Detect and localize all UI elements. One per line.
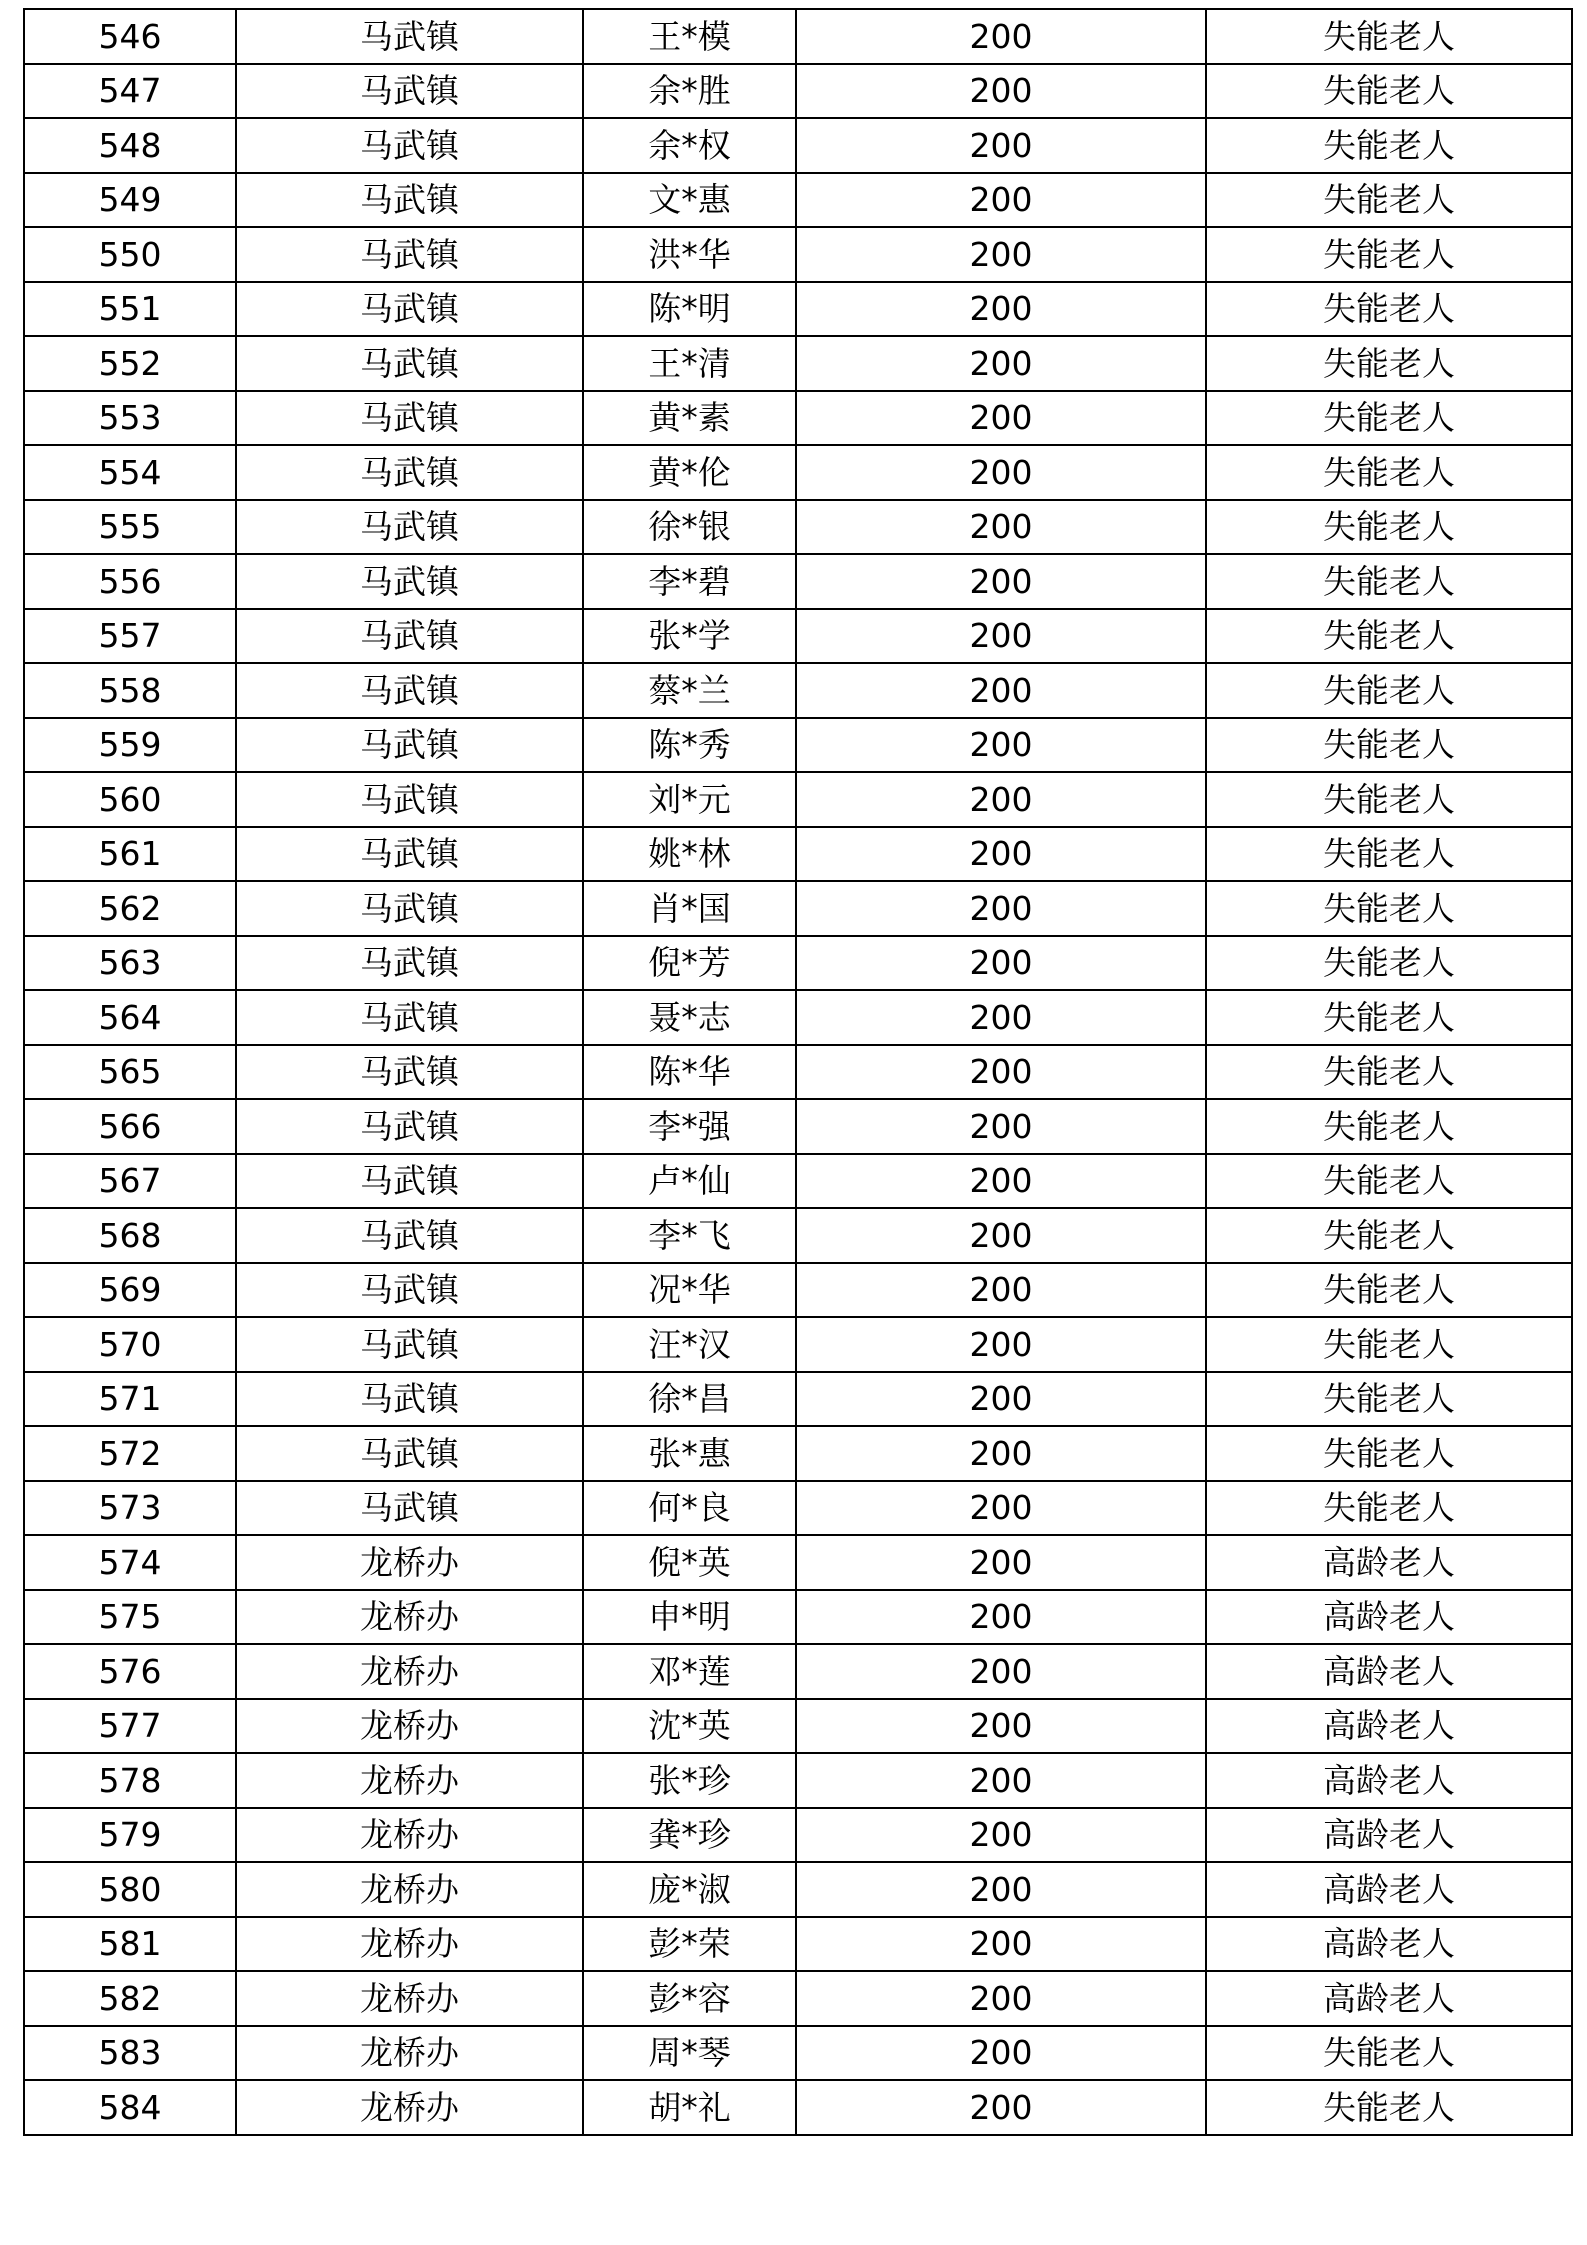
town-cell: 马武镇 xyxy=(236,1481,583,1536)
table-row xyxy=(24,2026,1572,2081)
category-cell: 高龄老人 xyxy=(1206,1808,1572,1863)
table-row xyxy=(24,663,1572,718)
category-cell: 失能老人 xyxy=(1206,445,1572,500)
table-row xyxy=(24,1317,1572,1372)
town-cell: 马武镇 xyxy=(236,1045,583,1100)
person-name-cell: 沈*英 xyxy=(583,1699,796,1754)
person-name-cell: 何*良 xyxy=(583,1481,796,1536)
amount-cell: 200 xyxy=(796,2026,1206,2081)
table-row xyxy=(24,391,1572,446)
amount-cell: 200 xyxy=(796,1263,1206,1318)
row-number-cell: 582 xyxy=(24,1971,236,2026)
category-cell: 失能老人 xyxy=(1206,1317,1572,1372)
amount-cell: 200 xyxy=(796,1753,1206,1808)
amount-cell: 200 xyxy=(796,1862,1206,1917)
table-body xyxy=(24,9,1572,2135)
person-name-cell: 彭*容 xyxy=(583,1971,796,2026)
person-name-cell: 申*明 xyxy=(583,1590,796,1645)
row-number-cell: 571 xyxy=(24,1372,236,1427)
table-row xyxy=(24,336,1572,391)
row-number-cell: 562 xyxy=(24,881,236,936)
category-cell: 失能老人 xyxy=(1206,1372,1572,1427)
category-cell: 高龄老人 xyxy=(1206,1535,1572,1590)
row-number-cell: 579 xyxy=(24,1808,236,1863)
person-name-cell: 李*飞 xyxy=(583,1208,796,1263)
row-number-cell: 578 xyxy=(24,1753,236,1808)
row-number-cell: 566 xyxy=(24,1099,236,1154)
town-cell: 马武镇 xyxy=(236,227,583,282)
person-name-cell: 卢*仙 xyxy=(583,1154,796,1209)
row-number-cell: 558 xyxy=(24,663,236,718)
row-number-cell: 550 xyxy=(24,227,236,282)
town-cell: 马武镇 xyxy=(236,827,583,882)
table-row xyxy=(24,1644,1572,1699)
town-cell: 马武镇 xyxy=(236,1372,583,1427)
subsidy-list-table xyxy=(23,8,1573,2136)
amount-cell: 200 xyxy=(796,9,1206,64)
row-number-cell: 572 xyxy=(24,1426,236,1481)
row-number-cell: 569 xyxy=(24,1263,236,1318)
table-row xyxy=(24,9,1572,64)
town-cell: 马武镇 xyxy=(236,1154,583,1209)
category-cell: 失能老人 xyxy=(1206,173,1572,228)
table-row xyxy=(24,1971,1572,2026)
amount-cell: 200 xyxy=(796,1426,1206,1481)
town-cell: 马武镇 xyxy=(236,391,583,446)
row-number-cell: 556 xyxy=(24,554,236,609)
row-number-cell: 553 xyxy=(24,391,236,446)
amount-cell: 200 xyxy=(796,445,1206,500)
amount-cell: 200 xyxy=(796,554,1206,609)
row-number-cell: 580 xyxy=(24,1862,236,1917)
table-row xyxy=(24,173,1572,228)
town-cell: 马武镇 xyxy=(236,1208,583,1263)
amount-cell: 200 xyxy=(796,1481,1206,1536)
category-cell: 失能老人 xyxy=(1206,990,1572,1045)
table-row xyxy=(24,2080,1572,2135)
amount-cell: 200 xyxy=(796,1971,1206,2026)
person-name-cell: 张*珍 xyxy=(583,1753,796,1808)
row-number-cell: 563 xyxy=(24,936,236,991)
town-cell: 马武镇 xyxy=(236,554,583,609)
person-name-cell: 李*碧 xyxy=(583,554,796,609)
town-cell: 龙桥办 xyxy=(236,1917,583,1972)
table-row xyxy=(24,1426,1572,1481)
person-name-cell: 周*琴 xyxy=(583,2026,796,2081)
row-number-cell: 583 xyxy=(24,2026,236,2081)
row-number-cell: 557 xyxy=(24,609,236,664)
town-cell: 龙桥办 xyxy=(236,2080,583,2135)
row-number-cell: 568 xyxy=(24,1208,236,1263)
amount-cell: 200 xyxy=(796,936,1206,991)
person-name-cell: 肖*国 xyxy=(583,881,796,936)
table-row xyxy=(24,718,1572,773)
town-cell: 马武镇 xyxy=(236,1317,583,1372)
row-number-cell: 573 xyxy=(24,1481,236,1536)
town-cell: 马武镇 xyxy=(236,990,583,1045)
category-cell: 失能老人 xyxy=(1206,554,1572,609)
row-number-cell: 570 xyxy=(24,1317,236,1372)
table-row xyxy=(24,554,1572,609)
person-name-cell: 聂*志 xyxy=(583,990,796,1045)
town-cell: 马武镇 xyxy=(236,609,583,664)
person-name-cell: 倪*芳 xyxy=(583,936,796,991)
row-number-cell: 565 xyxy=(24,1045,236,1100)
table-row xyxy=(24,609,1572,664)
person-name-cell: 陈*秀 xyxy=(583,718,796,773)
amount-cell: 200 xyxy=(796,2080,1206,2135)
table-row xyxy=(24,118,1572,173)
person-name-cell: 蔡*兰 xyxy=(583,663,796,718)
amount-cell: 200 xyxy=(796,173,1206,228)
table-row xyxy=(24,936,1572,991)
table-row xyxy=(24,1372,1572,1427)
town-cell: 马武镇 xyxy=(236,445,583,500)
town-cell: 龙桥办 xyxy=(236,1590,583,1645)
amount-cell: 200 xyxy=(796,1099,1206,1154)
table-row xyxy=(24,64,1572,119)
amount-cell: 200 xyxy=(796,1317,1206,1372)
person-name-cell: 李*强 xyxy=(583,1099,796,1154)
category-cell: 失能老人 xyxy=(1206,936,1572,991)
category-cell: 失能老人 xyxy=(1206,336,1572,391)
row-number-cell: 551 xyxy=(24,282,236,337)
amount-cell: 200 xyxy=(796,118,1206,173)
town-cell: 马武镇 xyxy=(236,64,583,119)
town-cell: 马武镇 xyxy=(236,663,583,718)
amount-cell: 200 xyxy=(796,1699,1206,1754)
town-cell: 马武镇 xyxy=(236,173,583,228)
amount-cell: 200 xyxy=(796,1808,1206,1863)
category-cell: 失能老人 xyxy=(1206,827,1572,882)
category-cell: 失能老人 xyxy=(1206,1481,1572,1536)
category-cell: 失能老人 xyxy=(1206,282,1572,337)
row-number-cell: 576 xyxy=(24,1644,236,1699)
amount-cell: 200 xyxy=(796,1535,1206,1590)
town-cell: 龙桥办 xyxy=(236,2026,583,2081)
table-row xyxy=(24,1535,1572,1590)
person-name-cell: 黄*伦 xyxy=(583,445,796,500)
town-cell: 马武镇 xyxy=(236,282,583,337)
amount-cell: 200 xyxy=(796,990,1206,1045)
town-cell: 马武镇 xyxy=(236,1263,583,1318)
row-number-cell: 549 xyxy=(24,173,236,228)
amount-cell: 200 xyxy=(796,391,1206,446)
amount-cell: 200 xyxy=(796,1154,1206,1209)
row-number-cell: 574 xyxy=(24,1535,236,1590)
amount-cell: 200 xyxy=(796,1372,1206,1427)
row-number-cell: 560 xyxy=(24,772,236,827)
town-cell: 马武镇 xyxy=(236,336,583,391)
row-number-cell: 561 xyxy=(24,827,236,882)
amount-cell: 200 xyxy=(796,64,1206,119)
row-number-cell: 567 xyxy=(24,1154,236,1209)
category-cell: 失能老人 xyxy=(1206,391,1572,446)
amount-cell: 200 xyxy=(796,663,1206,718)
row-number-cell: 546 xyxy=(24,9,236,64)
category-cell: 高龄老人 xyxy=(1206,1862,1572,1917)
person-name-cell: 文*惠 xyxy=(583,173,796,228)
table-row xyxy=(24,990,1572,1045)
person-name-cell: 刘*元 xyxy=(583,772,796,827)
category-cell: 高龄老人 xyxy=(1206,1590,1572,1645)
table-row xyxy=(24,1208,1572,1263)
person-name-cell: 龚*珍 xyxy=(583,1808,796,1863)
town-cell: 龙桥办 xyxy=(236,1862,583,1917)
row-number-cell: 552 xyxy=(24,336,236,391)
category-cell: 失能老人 xyxy=(1206,118,1572,173)
person-name-cell: 余*胜 xyxy=(583,64,796,119)
person-name-cell: 王*模 xyxy=(583,9,796,64)
amount-cell: 200 xyxy=(796,827,1206,882)
category-cell: 失能老人 xyxy=(1206,1263,1572,1318)
person-name-cell: 余*权 xyxy=(583,118,796,173)
person-name-cell: 徐*昌 xyxy=(583,1372,796,1427)
person-name-cell: 黄*素 xyxy=(583,391,796,446)
table-row xyxy=(24,1917,1572,1972)
row-number-cell: 559 xyxy=(24,718,236,773)
category-cell: 失能老人 xyxy=(1206,227,1572,282)
town-cell: 马武镇 xyxy=(236,772,583,827)
category-cell: 高龄老人 xyxy=(1206,1971,1572,2026)
town-cell: 龙桥办 xyxy=(236,1808,583,1863)
table-row xyxy=(24,445,1572,500)
table-row xyxy=(24,1045,1572,1100)
town-cell: 龙桥办 xyxy=(236,1535,583,1590)
town-cell: 马武镇 xyxy=(236,718,583,773)
table-row xyxy=(24,282,1572,337)
table-row xyxy=(24,1099,1572,1154)
amount-cell: 200 xyxy=(796,1590,1206,1645)
row-number-cell: 564 xyxy=(24,990,236,1045)
person-name-cell: 姚*林 xyxy=(583,827,796,882)
table-row xyxy=(24,1699,1572,1754)
person-name-cell: 彭*荣 xyxy=(583,1917,796,1972)
town-cell: 马武镇 xyxy=(236,118,583,173)
amount-cell: 200 xyxy=(796,609,1206,664)
table-row xyxy=(24,1481,1572,1536)
row-number-cell: 554 xyxy=(24,445,236,500)
amount-cell: 200 xyxy=(796,1208,1206,1263)
table-row xyxy=(24,227,1572,282)
row-number-cell: 577 xyxy=(24,1699,236,1754)
table-row xyxy=(24,827,1572,882)
category-cell: 失能老人 xyxy=(1206,2026,1572,2081)
person-name-cell: 汪*汉 xyxy=(583,1317,796,1372)
table-row xyxy=(24,1590,1572,1645)
town-cell: 龙桥办 xyxy=(236,1971,583,2026)
amount-cell: 200 xyxy=(796,227,1206,282)
amount-cell: 200 xyxy=(796,1644,1206,1699)
town-cell: 马武镇 xyxy=(236,1426,583,1481)
town-cell: 马武镇 xyxy=(236,500,583,555)
category-cell: 失能老人 xyxy=(1206,718,1572,773)
row-number-cell: 575 xyxy=(24,1590,236,1645)
town-cell: 龙桥办 xyxy=(236,1753,583,1808)
person-name-cell: 陈*华 xyxy=(583,1045,796,1100)
row-number-cell: 555 xyxy=(24,500,236,555)
category-cell: 失能老人 xyxy=(1206,1208,1572,1263)
amount-cell: 200 xyxy=(796,282,1206,337)
amount-cell: 200 xyxy=(796,1045,1206,1100)
person-name-cell: 胡*礼 xyxy=(583,2080,796,2135)
person-name-cell: 庞*淑 xyxy=(583,1862,796,1917)
category-cell: 失能老人 xyxy=(1206,1099,1572,1154)
row-number-cell: 548 xyxy=(24,118,236,173)
category-cell: 高龄老人 xyxy=(1206,1917,1572,1972)
town-cell: 马武镇 xyxy=(236,936,583,991)
town-cell: 龙桥办 xyxy=(236,1644,583,1699)
town-cell: 马武镇 xyxy=(236,1099,583,1154)
person-name-cell: 张*惠 xyxy=(583,1426,796,1481)
town-cell: 龙桥办 xyxy=(236,1699,583,1754)
amount-cell: 200 xyxy=(796,500,1206,555)
category-cell: 高龄老人 xyxy=(1206,1644,1572,1699)
amount-cell: 200 xyxy=(796,336,1206,391)
table-row xyxy=(24,1154,1572,1209)
category-cell: 失能老人 xyxy=(1206,609,1572,664)
category-cell: 失能老人 xyxy=(1206,881,1572,936)
table-row xyxy=(24,1753,1572,1808)
person-name-cell: 况*华 xyxy=(583,1263,796,1318)
person-name-cell: 陈*明 xyxy=(583,282,796,337)
amount-cell: 200 xyxy=(796,881,1206,936)
table-row xyxy=(24,1263,1572,1318)
person-name-cell: 倪*英 xyxy=(583,1535,796,1590)
row-number-cell: 547 xyxy=(24,64,236,119)
category-cell: 失能老人 xyxy=(1206,772,1572,827)
row-number-cell: 584 xyxy=(24,2080,236,2135)
table-row xyxy=(24,1808,1572,1863)
category-cell: 失能老人 xyxy=(1206,1045,1572,1100)
person-name-cell: 张*学 xyxy=(583,609,796,664)
table-row xyxy=(24,1862,1572,1917)
category-cell: 失能老人 xyxy=(1206,1426,1572,1481)
row-number-cell: 581 xyxy=(24,1917,236,1972)
category-cell: 失能老人 xyxy=(1206,64,1572,119)
table-row xyxy=(24,881,1572,936)
amount-cell: 200 xyxy=(796,1917,1206,1972)
category-cell: 失能老人 xyxy=(1206,9,1572,64)
town-cell: 马武镇 xyxy=(236,881,583,936)
category-cell: 失能老人 xyxy=(1206,500,1572,555)
category-cell: 失能老人 xyxy=(1206,663,1572,718)
person-name-cell: 邓*莲 xyxy=(583,1644,796,1699)
category-cell: 失能老人 xyxy=(1206,1154,1572,1209)
town-cell: 马武镇 xyxy=(236,9,583,64)
amount-cell: 200 xyxy=(796,718,1206,773)
person-name-cell: 王*清 xyxy=(583,336,796,391)
category-cell: 失能老人 xyxy=(1206,2080,1572,2135)
table-row xyxy=(24,500,1572,555)
person-name-cell: 徐*银 xyxy=(583,500,796,555)
amount-cell: 200 xyxy=(796,772,1206,827)
person-name-cell: 洪*华 xyxy=(583,227,796,282)
category-cell: 高龄老人 xyxy=(1206,1753,1572,1808)
category-cell: 高龄老人 xyxy=(1206,1699,1572,1754)
table-row xyxy=(24,772,1572,827)
